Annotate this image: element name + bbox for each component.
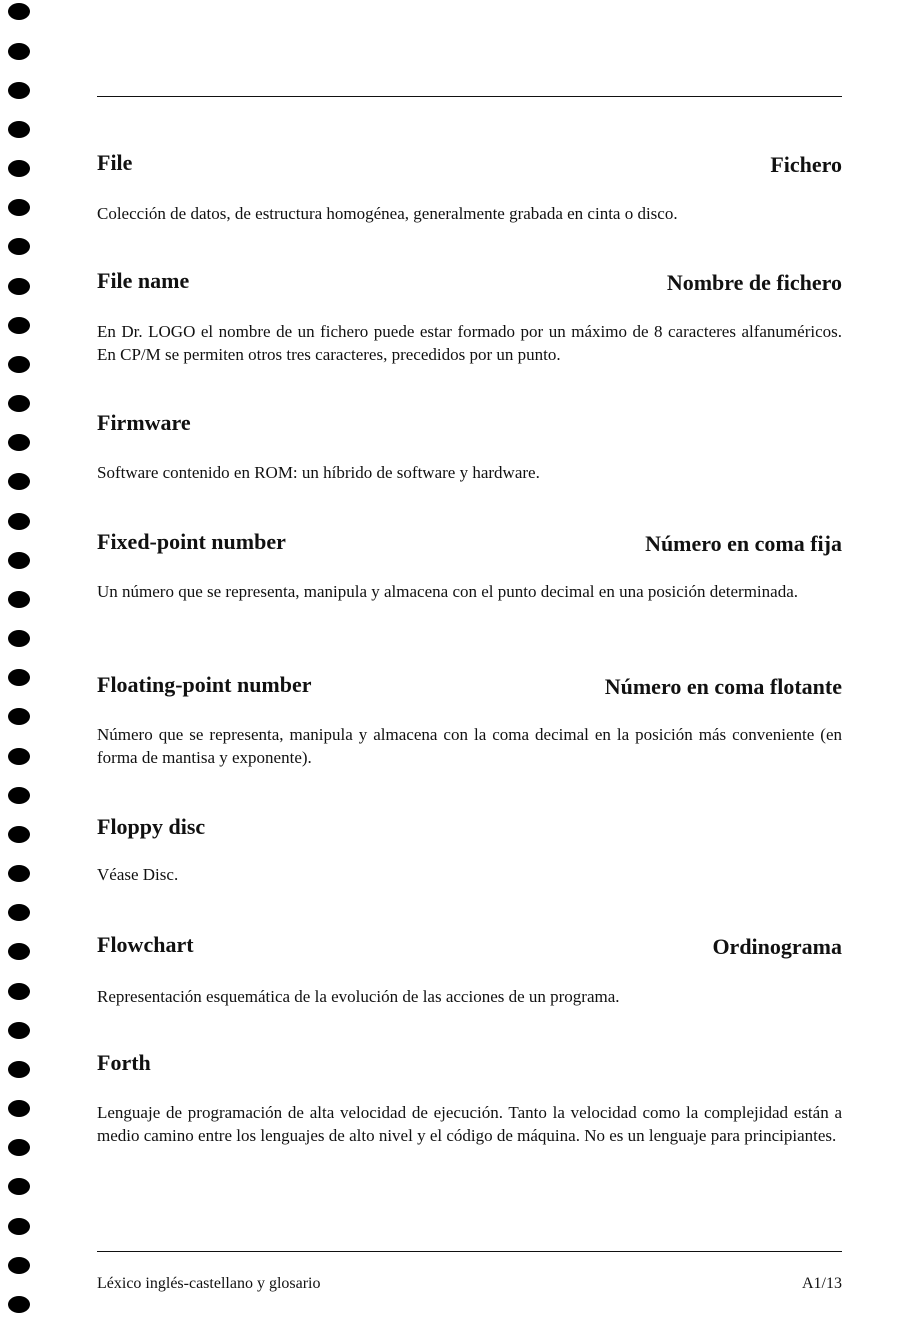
binder-hole (8, 826, 30, 843)
binder-hole (8, 552, 30, 569)
binder-hole (8, 1296, 30, 1313)
entry-term: Firmware (97, 410, 191, 435)
binder-holes (8, 0, 38, 1334)
binder-hole (8, 82, 30, 99)
entry-term: Flowchart (97, 932, 194, 957)
header-rule (97, 96, 842, 97)
binder-hole (8, 1178, 30, 1195)
binder-hole (8, 1061, 30, 1078)
entry-term: Floppy disc (97, 814, 206, 839)
binder-hole (8, 1139, 30, 1156)
entry-term: Forth (97, 1050, 151, 1075)
page-number: A1/13 (802, 1275, 842, 1292)
binder-hole (8, 748, 30, 765)
binder-hole (8, 317, 30, 334)
entry-translation: Fichero (770, 152, 842, 177)
entry-term: File (97, 150, 133, 175)
binder-hole (8, 591, 30, 608)
entry-translation: Número en coma flotante (604, 674, 842, 699)
binder-hole (8, 1100, 30, 1117)
binder-hole (8, 278, 30, 295)
entry-definition: Representación esquemática de la evolución de las acciones de un programa. (97, 987, 620, 1006)
entry-definition: Colección de datos, de estructura homogénea, generalmente grabada en cinta o disco. (97, 204, 678, 223)
entry-definition: Software contenido en ROM: un híbrido de software y hardware. (97, 463, 540, 482)
entry-translation: Ordinograma (712, 934, 842, 959)
binder-hole (8, 708, 30, 725)
binder-hole (8, 1218, 30, 1235)
entry-definition: Un número que se representa, manipula y almacena con el punto decimal en una posición determinada. (97, 582, 798, 601)
binder-hole (8, 904, 30, 921)
entry-translation: Nombre de fichero (666, 270, 842, 295)
binder-hole (8, 434, 30, 451)
binder-hole (8, 669, 30, 686)
entry-definition: Número que se representa, manipula y almacena con la coma decimal en la posición más conveniente (en forma de mantisa y exponente). (97, 725, 842, 767)
binder-hole (8, 983, 30, 1000)
entry-translation: Número en coma fija (645, 531, 842, 556)
entry-definition: Véase Disc. (97, 865, 179, 884)
binder-hole (8, 943, 30, 960)
binder-hole (8, 160, 30, 177)
binder-hole (8, 1022, 30, 1039)
binder-hole (8, 473, 30, 490)
binder-hole (8, 121, 30, 138)
binder-hole (8, 238, 30, 255)
binder-hole (8, 787, 30, 804)
binder-hole (8, 513, 30, 530)
binder-hole (8, 3, 30, 20)
binder-hole (8, 43, 30, 60)
entry-definition: Lenguaje de programación de alta velocidad de ejecución. Tanto la velocidad como la complejidad están a medio camino entre los lenguajes de alto nivel y el código de máquina. No es un lenguaje para principiantes. (97, 1103, 842, 1145)
binder-hole (8, 1257, 30, 1274)
binder-hole (8, 395, 30, 412)
binder-hole (8, 630, 30, 647)
binder-hole (8, 865, 30, 882)
footer-title: Léxico inglés-castellano y glosario (97, 1275, 321, 1292)
footer-rule (97, 1251, 842, 1252)
binder-hole (8, 356, 30, 373)
entry-term: File name (97, 268, 190, 293)
entry-definition: En Dr. LOGO el nombre de un fichero puede estar formado por un máximo de 8 caracteres alfanuméricos. En CP/M se permiten otros tres caracteres, precedidos por un punto. (97, 322, 842, 364)
binder-hole (8, 199, 30, 216)
entry-term: Floating-point number (97, 672, 312, 697)
entry-term: Fixed-point number (97, 529, 286, 554)
